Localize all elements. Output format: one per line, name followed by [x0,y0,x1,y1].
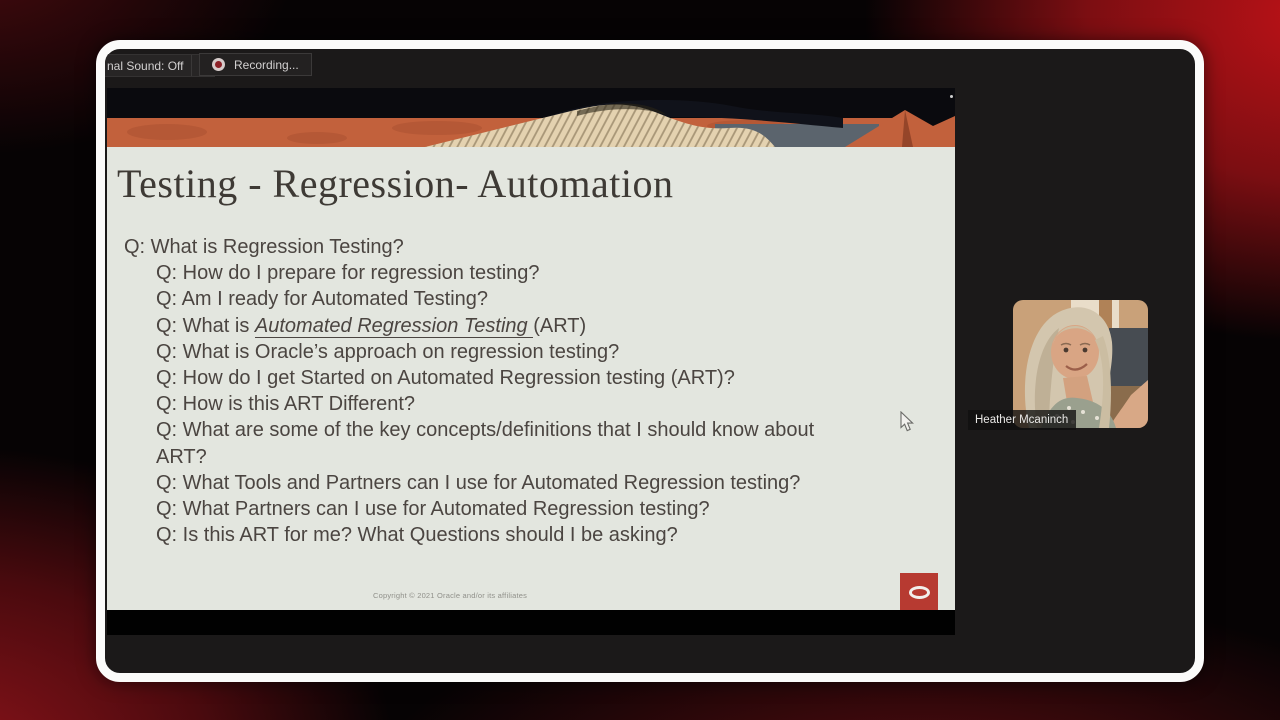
participant-name: Heather Mcaninch [975,414,1069,426]
oracle-logo [900,573,938,611]
question-list [124,234,936,548]
cursor-icon [900,411,916,433]
question-item: Q: What are some of the key concepts/definitions that I should know about ART? [156,419,815,468]
meeting-window [96,40,1204,682]
question-item: Q: What is Oracle’s approach on regression testing? [156,340,620,363]
presentation-slide [107,88,955,635]
meeting-window-content [105,49,1195,673]
specular-dot [950,95,953,98]
recording-label: Recording... [234,57,299,72]
participant-portrait [1013,300,1148,428]
original-sound-label: nal Sound: Off [107,58,184,73]
slide-header-artwork [107,88,955,147]
slide-content-area [107,147,955,610]
recording-indicator-button[interactable] [199,53,312,76]
question-item: Q: How is this ART Different? [156,393,415,416]
slide-title: Testing - Regression- Automation [117,161,674,206]
participant-video-tile[interactable] [1013,300,1148,428]
copyright-text: Copyright © 2021 Oracle and/or its affiliates [373,591,528,600]
question-item: Q: Am I ready for Automated Testing? [156,288,489,311]
question-item: Q: What is Regression Testing? [124,236,404,258]
question-item: Q: What Tools and Partners can I use for Automated Regression testing? [156,471,801,494]
question-item: Q: What is Automated Regression Testing (ART) [156,314,587,337]
participant-name-label [968,410,1076,430]
question-item: Q: How do I get Started on Automated Regression testing (ART)? [156,367,735,390]
question-item: Q: Is this ART for me? What Questions should I be asking? [156,524,678,547]
slide-letterbox-bar [107,610,955,635]
recording-icon [212,58,225,71]
question-emphasis: Automated Regression Testing [254,314,534,337]
question-item: Q: How do I prepare for regression testing? [156,262,540,285]
oracle-o-icon [909,586,930,599]
question-item: Q: What Partners can I use for Automated Regression testing? [156,498,710,521]
